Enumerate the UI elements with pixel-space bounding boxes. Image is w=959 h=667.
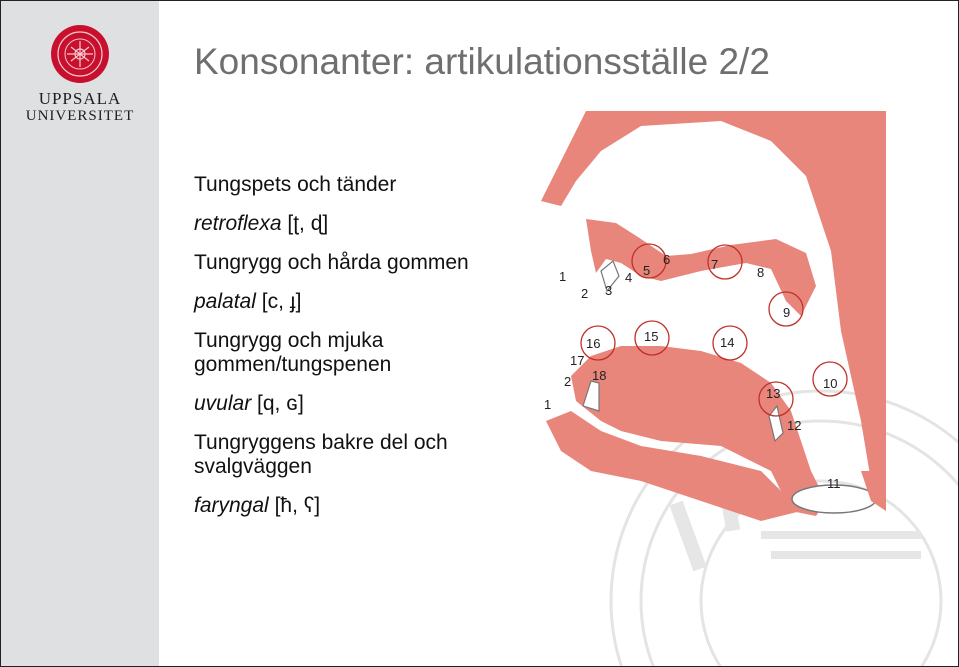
item-heading: gommen/tungspenen [194, 353, 392, 376]
item-heading: Tungrygg och hårda gommen [194, 251, 469, 274]
diagram-label: 13 [766, 386, 781, 401]
diagram-label: 9 [783, 305, 791, 320]
term-symbols: [ħ, ʕ] [274, 494, 321, 517]
item-term [194, 494, 534, 518]
diagram-label: 6 [663, 252, 671, 267]
content-item-palatal [194, 251, 534, 314]
university-seal-icon [49, 23, 111, 85]
palate [586, 219, 816, 316]
term-name: retroflexa [194, 212, 282, 235]
content-item-retroflexa [194, 173, 534, 236]
term-name: palatal [194, 290, 256, 313]
vocal-tract-diagram-icon [541, 111, 891, 531]
content-item-uvular [194, 329, 534, 416]
item-term [194, 212, 534, 236]
content-list [194, 173, 534, 533]
item-heading: svalgväggen [194, 455, 312, 478]
term-symbols: [q, ɢ] [257, 392, 304, 415]
item-term [194, 290, 534, 314]
diagram-label: 14 [720, 335, 735, 350]
diagram-label: 17 [570, 353, 585, 368]
diagram-label: 10 [823, 376, 838, 391]
diagram-label: 7 [711, 257, 719, 272]
term-name: faryngal [194, 494, 269, 517]
diagram-label: 4 [625, 270, 633, 285]
item-heading: Tungspets och tänder [194, 173, 397, 196]
diagram-label: 1 [559, 269, 567, 284]
term-symbols: [c, ɟ] [261, 290, 302, 313]
slide-title: Konsonanter: artikulationsställe 2/2 [194, 41, 770, 82]
diagram-label: 8 [757, 265, 765, 280]
diagram-label: 15 [644, 329, 659, 344]
logo-text-uppsala: UPPSALA [38, 89, 122, 108]
sidebar [1, 1, 159, 666]
item-heading: Tungryggens bakre del och [194, 431, 448, 454]
logo-text-universitet: UNIVERSITET [25, 108, 135, 124]
item-term [194, 392, 534, 416]
diagram-label: 2 [564, 374, 572, 389]
term-symbols: [ʈ, ɖ] [287, 212, 329, 235]
term-name: uvular [194, 392, 252, 415]
item-heading: Tungrygg och mjuka [194, 329, 384, 352]
diagram-label: 5 [643, 263, 651, 278]
diagram-label: 16 [586, 336, 601, 351]
diagram-label: 2 [581, 286, 589, 301]
content-item-faryngal [194, 431, 534, 518]
diagram-label: 11 [827, 476, 841, 491]
diagram-label: 1 [544, 397, 552, 412]
diagram-label: 12 [787, 418, 802, 433]
diagram-label: 3 [605, 283, 613, 298]
diagram-label: 18 [592, 368, 607, 383]
